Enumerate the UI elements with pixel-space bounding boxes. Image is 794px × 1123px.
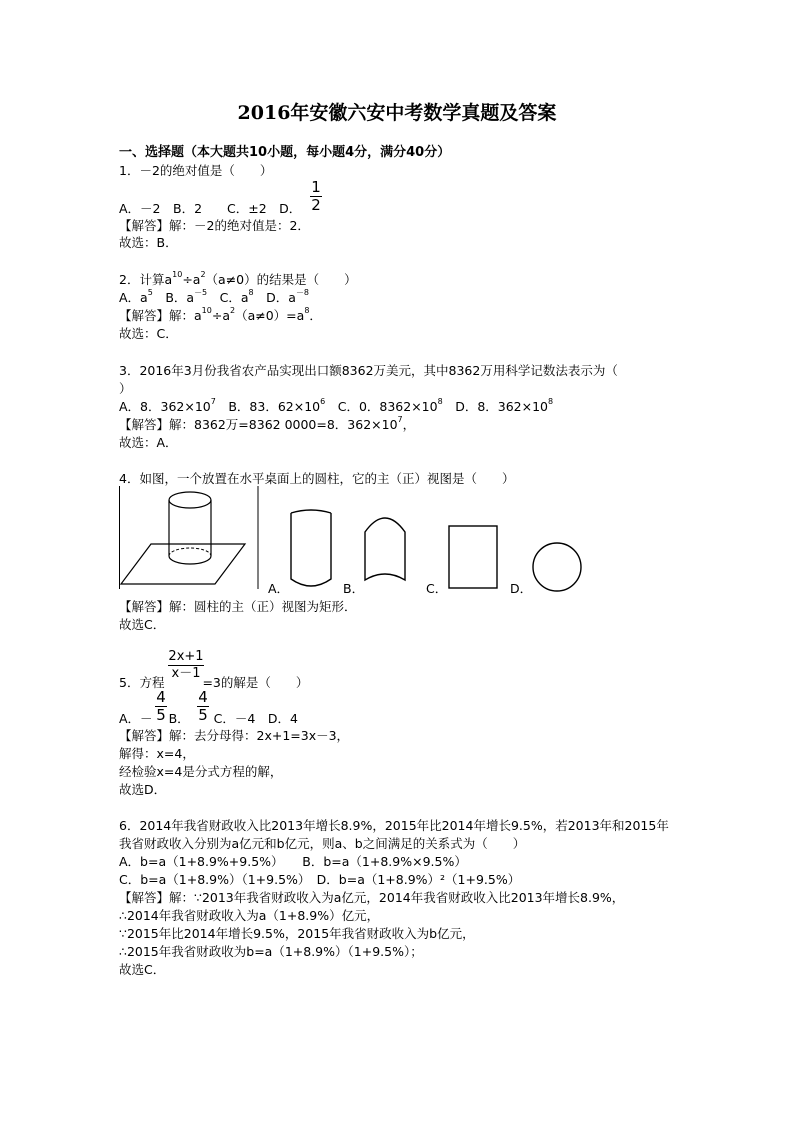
- fraction-denominator: 5: [156, 706, 166, 724]
- fraction-numerator: 2x+1: [168, 649, 204, 664]
- cylinder-on-table-figure: [119, 486, 259, 592]
- q2-stem: 2．计算$a^{10}\div a^2(a\ne 0)$的结果是（ ）: [119, 270, 357, 287]
- q6-answer-line4: ∴2015年我省财政收为b=a（1+8.9%）（1+9.5%）；: [119, 944, 423, 959]
- q6-answer-line3: ∵2015年比2014年增长9.5%，2015年我省财政收入为b亿元，: [119, 926, 475, 941]
- q6-stem-line1: 6．2014年我省财政收入比2013年增长8.9%，2015年比2014年增长9.5%，若2013年和2015年: [119, 818, 669, 833]
- q3-stem-line1: 3．2016年3月份我省农产品实现出口额8362万美元，其中8362万用科学记数法表示为（: [119, 363, 618, 378]
- q5-answer-line3: 经检验x=4是分式方程的解，: [119, 764, 283, 779]
- q3-choice: 故选：A．: [119, 435, 178, 450]
- q4-option-b-label: B．: [343, 581, 365, 596]
- q6-choice: 故选C．: [119, 962, 166, 977]
- q5-options: A．－ B． C．－4 D．4: [119, 711, 298, 726]
- q4-option-c-label: C．: [426, 581, 448, 596]
- q1-options: A．－2 B．2 C．±2 D．: [119, 201, 302, 216]
- option-c-rectangle: [447, 524, 499, 590]
- q3-options: A．8．$362\times 10^7$ B．83．$62\times 10^6$ C．0．$8362\times 10^8$ D．8．$362\times 10^8$: [119, 397, 554, 414]
- q1-answer: 【解答】解：－2的绝对值是：2．: [119, 218, 310, 233]
- fraction-denominator: 2: [311, 196, 321, 214]
- q5-choice: 故选D．: [119, 782, 167, 797]
- q5-stem: 5．方程 =3的解是（ ）: [119, 675, 309, 690]
- q6-options-line1: A．b=a（1+8.9%+9.5%） B．b=a（1+8.9%×9.5%）: [119, 854, 467, 869]
- q4-option-a-label: A．: [268, 581, 290, 596]
- q1-stem: 1．－2的绝对值是（ ）: [119, 163, 273, 178]
- q6-answer-line2: ∴2014年我省财政收入为a（1+8.9%）亿元，: [119, 908, 380, 923]
- fraction-denominator: 5: [198, 706, 208, 724]
- q4-answer: 【解答】解：圆柱的主（正）视图为矩形．: [119, 599, 357, 614]
- q4-stem: 4．如图，一个放置在水平桌面上的圆柱，它的主（正）视图是（ ）: [119, 471, 515, 486]
- fraction-denominator: x－1: [171, 666, 201, 681]
- q2-answer: 【解答】解：$a^{10}\div a^2(a\ne 0)=a^8$．: [119, 306, 322, 323]
- q3-stem-line2: ）: [119, 381, 132, 396]
- q6-answer-line1: 【解答】解：∵2013年我省财政收入为a亿元，2014年我省财政收入比2013年增长8.9%，: [119, 890, 625, 905]
- q4-option-d-label: D．: [510, 581, 533, 596]
- option-d-circle: [530, 540, 584, 594]
- fraction-numerator: 4: [156, 688, 166, 706]
- q2-choice: 故选：C．: [119, 326, 178, 341]
- option-b-shape: [360, 510, 410, 590]
- section-heading: 一、选择题（本大题共10小题，每小题4分，满分40分）: [119, 145, 451, 160]
- option-a-shape: [285, 507, 335, 591]
- q6-options-line2: C．b=a（1+8.9%）（1+9.5%） D．b=a（1+8.9%）²（1+9.5%）: [119, 872, 521, 887]
- fraction-numerator: 4: [198, 688, 208, 706]
- q1-choice: 故选：B．: [119, 235, 178, 250]
- q5-answer-line2: 解得：x=4，: [119, 746, 195, 761]
- q3-answer: 【解答】解：8362万=8362 0000=8．$362\times 10^7$，: [119, 415, 416, 432]
- fraction-numerator: 1: [311, 178, 321, 196]
- q1-option-d-fraction: [310, 180, 322, 213]
- q2-options: A．$a^5$ B．$a^{-5}$ C．$a^8$ D．$a^{-8}$: [119, 288, 310, 305]
- page-title: 2016年安徽六安中考数学真题及答案: [237, 102, 557, 124]
- q4-choice: 故选C．: [119, 617, 166, 632]
- q5-answer-line1: 【解答】解：去分母得：2x+1=3x－3，: [119, 728, 350, 743]
- q6-stem-line2: 我省财政收入分别为a亿元和b亿元，则a、b之间满足的关系式为（ ）: [119, 836, 526, 851]
